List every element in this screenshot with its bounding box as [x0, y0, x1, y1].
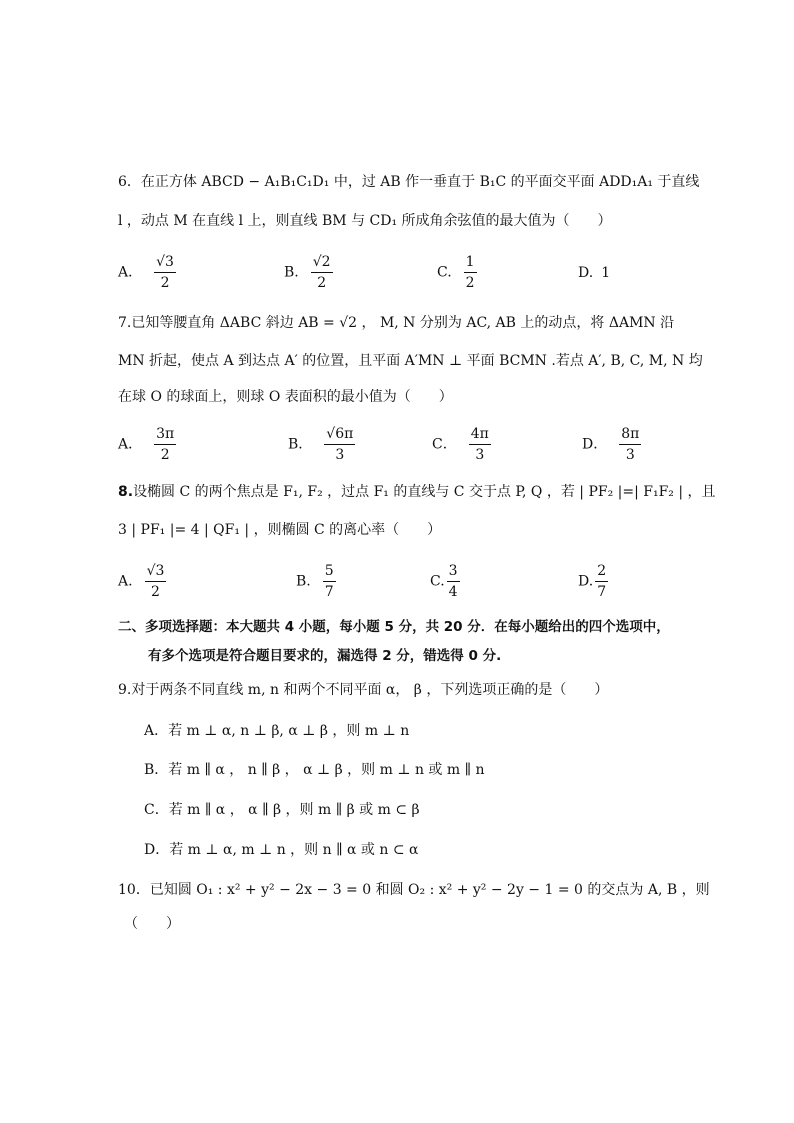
- q8-line1: [118, 482, 716, 502]
- numerator: 5: [323, 561, 336, 582]
- q7-line3: 在球 O 的球面上，则球 O 表面积的最小值为（ ）: [118, 389, 453, 405]
- denominator: 2: [160, 447, 170, 463]
- denominator: 3: [625, 447, 635, 463]
- q7-number: 7.: [118, 315, 132, 331]
- q7-line2: MN 折起，使点 A 到达点 A′ 的位置，且平面 A′MN ⊥ 平面 BCMN .若点 A′, B, C, M, N 均: [118, 353, 703, 369]
- fraction: [145, 561, 167, 602]
- numerator: 3: [447, 561, 460, 582]
- q6-line2: l ，动点 M 在直线 l 上，则直线 BM 与 CD₁ 所成角余弦值的最大值为（ ）: [118, 213, 612, 229]
- fraction: [619, 424, 641, 465]
- q9-option-c: C．若 m ∥ α ， α ∥ β ，则 m ∥ β 或 m ⊂ β: [144, 802, 420, 818]
- q6-line1: [118, 172, 699, 192]
- denominator: 3: [475, 447, 485, 463]
- denominator: 7: [324, 584, 334, 600]
- fraction: [324, 424, 355, 465]
- denominator: 3: [335, 447, 345, 463]
- q6-number: 6．: [118, 174, 141, 190]
- option-label: A.: [118, 573, 133, 590]
- option-label: C.: [430, 573, 445, 590]
- fraction: [311, 252, 333, 293]
- q7-option-a: [118, 424, 176, 465]
- numerator: √2: [311, 252, 333, 273]
- fraction: [469, 424, 491, 465]
- option-label: C.: [437, 264, 452, 281]
- denominator: 2: [160, 275, 170, 291]
- fraction: [154, 424, 176, 465]
- option-value: 1: [601, 265, 611, 281]
- numerator: 1: [464, 252, 477, 273]
- q7-option-b: [288, 424, 355, 465]
- q7-line1: [118, 313, 674, 333]
- q8-number: 8.: [118, 484, 134, 500]
- q9-option-a: A．若 m ⊥ α, n ⊥ β, α ⊥ β ，则 m ⊥ n: [144, 723, 410, 739]
- q8-option-a: [118, 561, 166, 602]
- option-label: D.: [578, 573, 594, 590]
- numerator: √3: [154, 252, 176, 273]
- q9-stem: 9.对于两条不同直线 m, n 和两个不同平面 α， β ，下列选项正确的是（ ）: [118, 682, 609, 698]
- fraction: [154, 252, 176, 293]
- option-label: C．: [432, 436, 457, 453]
- fraction: [464, 252, 477, 293]
- section-2-note: 有多个选项是符合题目要求的，漏选得 2 分，错选得 0 分.: [148, 648, 502, 664]
- denominator: 2: [151, 584, 160, 600]
- fraction: [447, 561, 460, 602]
- numerator: 3π: [154, 424, 176, 445]
- option-label: B．: [288, 436, 313, 453]
- q7-stem-1: 已知等腰直角 ΔABC 斜边 AB = √2 ， M, N 分别为 AC, AB 上的动点，将 ΔAMN 沿: [131, 315, 675, 331]
- denominator: 2: [317, 275, 327, 291]
- q6-option-b: [284, 252, 333, 293]
- denominator: 2: [465, 275, 475, 291]
- numerator: 2: [595, 561, 608, 582]
- q6-option-d: [578, 265, 610, 281]
- fraction: [595, 561, 608, 602]
- q10-line1: 10．已知圆 O₁ : x² + y² − 2x − 3 = 0 和圆 O₂ : x² + y² − 2y − 1 = 0 的交点为 A, B ，则: [118, 882, 710, 898]
- q8-option-b: [296, 561, 336, 602]
- q7-option-d: [582, 424, 641, 465]
- denominator: 4: [448, 584, 458, 600]
- denominator: 7: [597, 584, 607, 600]
- option-label: A．: [118, 436, 143, 453]
- option-label: B.: [296, 573, 311, 590]
- option-label: A．: [118, 264, 143, 281]
- q8-line2: 3 | PF₁ |= 4 | QF₁ | ，则椭圆 C 的离心率（ ）: [118, 522, 442, 538]
- q8-option-c: [430, 561, 460, 602]
- q9-option-d: D．若 m ⊥ α, m ⊥ n ，则 n ∥ α 或 n ⊂ α: [144, 842, 419, 858]
- q6-option-c: [437, 252, 477, 293]
- q10-line2: （ ）: [124, 916, 180, 932]
- q9-option-b: B．若 m ∥ α ， n ∥ β ， α ⊥ β ，则 m ⊥ n 或 m ∥ n: [144, 762, 485, 778]
- numerator: 8π: [619, 424, 641, 445]
- q8-option-d: [578, 561, 608, 602]
- option-label: B.: [284, 264, 299, 281]
- numerator: √3: [145, 561, 167, 582]
- q6-stem-1: 在正方体 ABCD − A₁B₁C₁D₁ 中，过 AB 作一垂直于 B₁C 的平面交平面 ADD₁A₁ 于直线: [140, 174, 700, 190]
- numerator: 4π: [469, 424, 491, 445]
- option-label: D．: [582, 436, 608, 453]
- section-2-heading: 二、多项选择题：本大题共 4 小题，每小题 5 分，共 20 分．在每小题给出的四个选项中，: [118, 619, 670, 635]
- q8-stem-1: 设椭圆 C 的两个焦点是 F₁, F₂ ，过点 F₁ 的直线与 C 交于点 P, Q ，若 | PF₂ |=| F₁F₂ | ，且: [133, 484, 716, 500]
- numerator: √6π: [324, 424, 355, 445]
- q7-option-c: [432, 424, 491, 465]
- option-label: D.: [578, 265, 594, 281]
- q6-option-a: [118, 252, 176, 293]
- fraction: [323, 561, 336, 602]
